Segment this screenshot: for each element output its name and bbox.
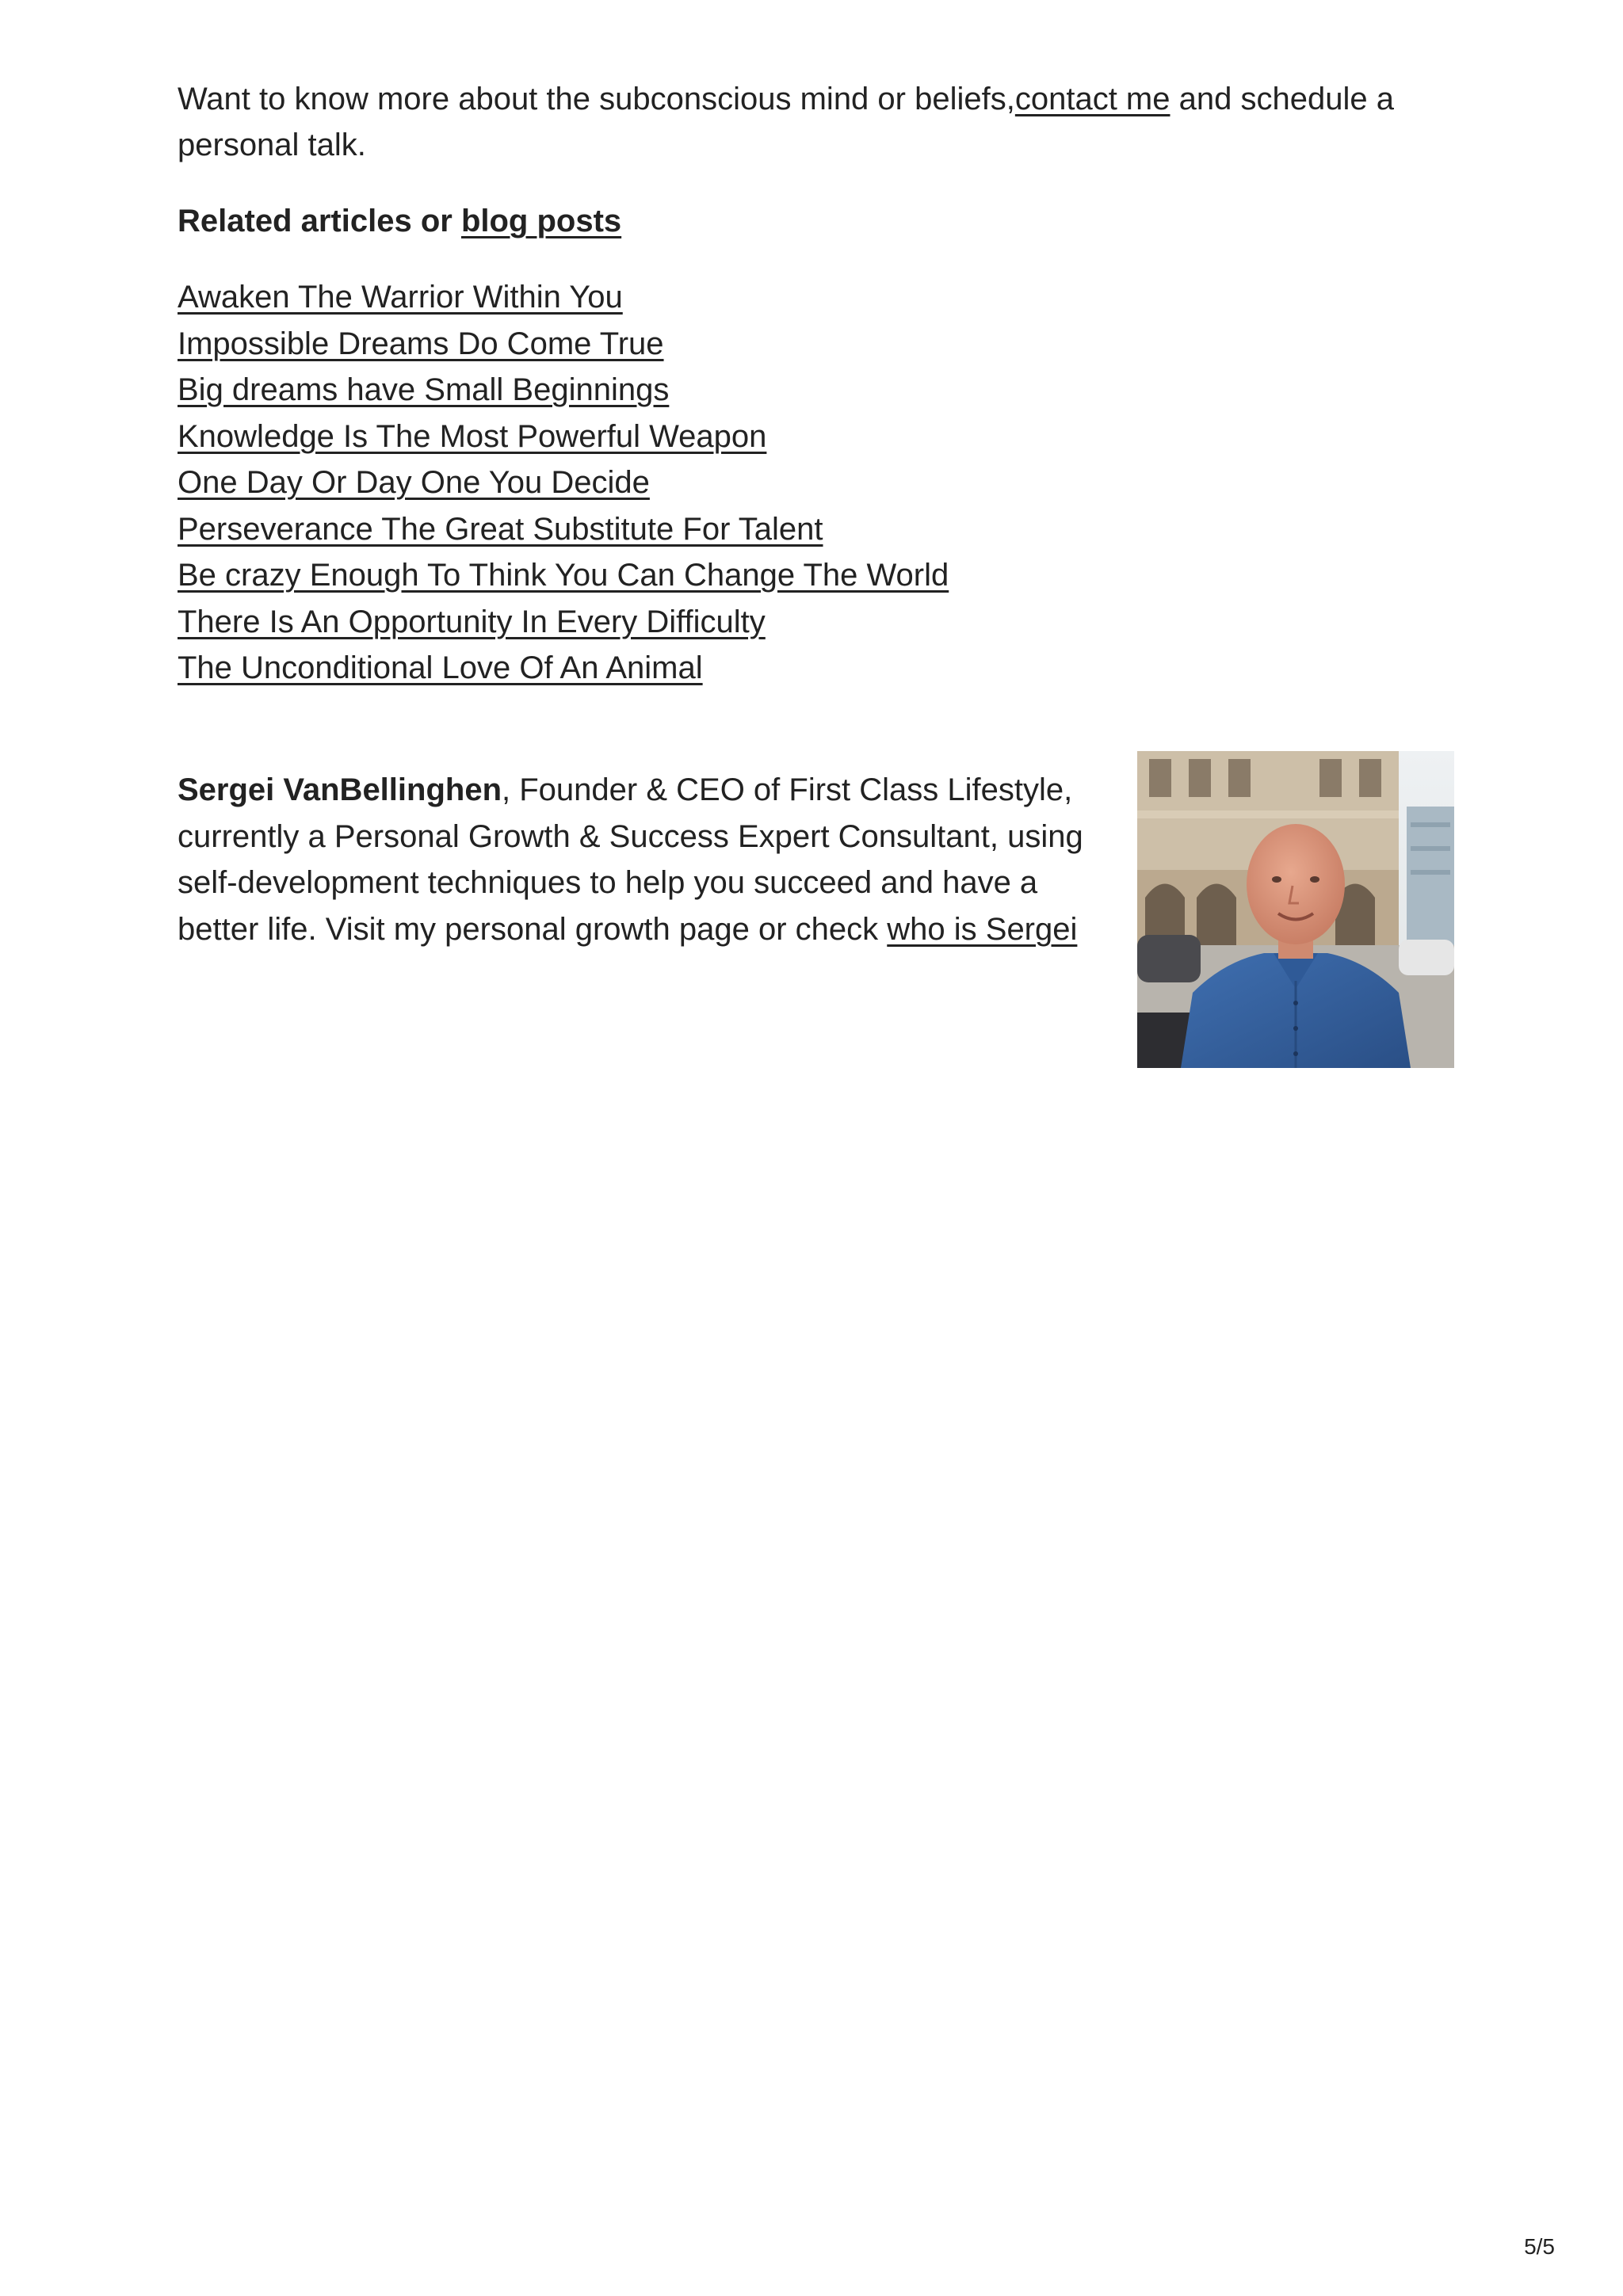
author-bio	[178, 767, 1101, 952]
article-content	[178, 76, 1461, 692]
related-article-link[interactable]: Knowledge Is The Most Powerful Weapon	[178, 418, 767, 454]
related-article-link[interactable]: One Day Or Day One You Decide	[178, 465, 650, 500]
list-item	[178, 645, 1461, 692]
related-articles-list	[178, 274, 1461, 692]
intro-text-before: Want to know more about the subconscious mind or beliefs,	[178, 82, 1015, 116]
related-article-link[interactable]: There Is An Opportunity In Every Difficulty	[178, 604, 766, 639]
list-item	[178, 321, 1461, 368]
contact-me-link[interactable]: contact me	[1014, 82, 1170, 116]
list-item	[178, 506, 1461, 553]
blog-posts-link[interactable]: blog posts	[460, 204, 622, 238]
list-item	[178, 274, 1461, 321]
author-photo-illustration	[1137, 751, 1454, 1068]
related-heading-text: Related articles or	[178, 204, 461, 238]
list-item	[178, 599, 1461, 646]
intro-paragraph	[178, 76, 1445, 168]
related-article-link[interactable]: Impossible Dreams Do Come True	[178, 326, 664, 361]
list-item	[178, 367, 1461, 414]
author-name: Sergei VanBellinghen	[178, 772, 502, 807]
intro-text-after: and schedule a personal talk.	[178, 82, 1394, 162]
who-is-sergei-link[interactable]: who is Sergei	[887, 911, 1078, 947]
related-articles-heading	[178, 198, 1461, 244]
list-item	[178, 414, 1461, 460]
page-number: 5/5	[1524, 2234, 1555, 2259]
related-article-link[interactable]: Awaken The Warrior Within You	[178, 280, 623, 315]
author-bio-text: , Founder & CEO of First Class Lifestyle, currently a Personal Growth & Success Expert Consultant, using self-development techniques to help you succeed and have a better life. Visit my personal growth page or check	[178, 772, 1083, 947]
list-item	[178, 460, 1461, 506]
related-article-link[interactable]: Perseverance The Great Substitute For Talent	[178, 511, 823, 547]
list-item	[178, 552, 1461, 599]
related-article-link[interactable]: Be crazy Enough To Think You Can Change The World	[178, 558, 949, 593]
author-photo	[1137, 751, 1454, 1068]
related-article-link[interactable]: Big dreams have Small Beginnings	[178, 372, 670, 407]
related-article-link[interactable]: The Unconditional Love Of An Animal	[178, 650, 703, 685]
